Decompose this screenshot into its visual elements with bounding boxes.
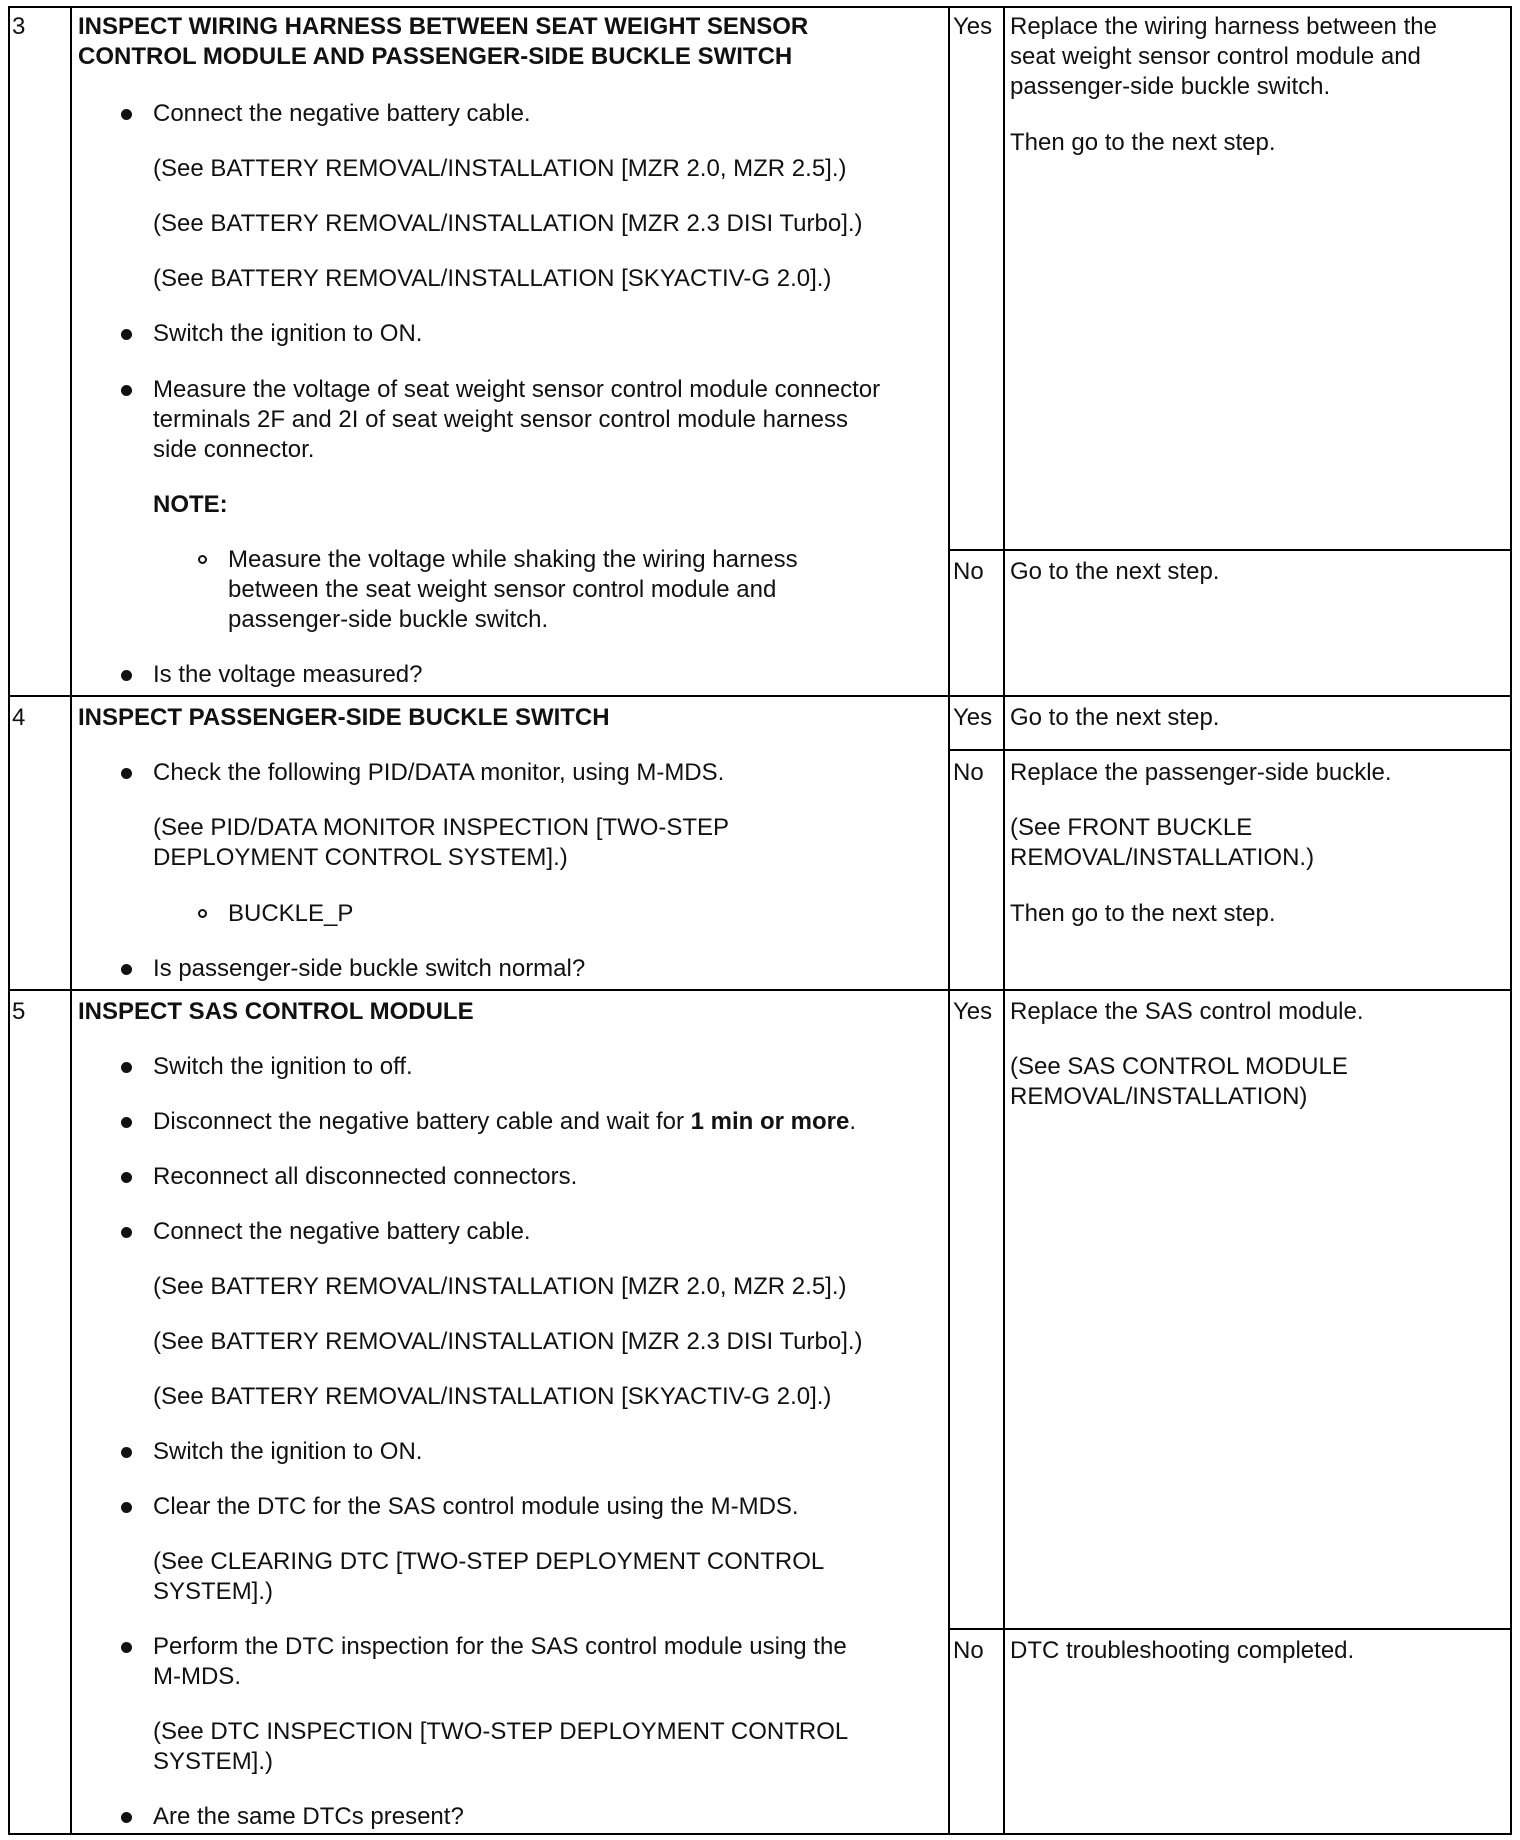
instruction: M-MDS. <box>153 1663 241 1690</box>
bullet-icon <box>121 385 132 396</box>
note-label: NOTE: <box>153 491 228 518</box>
instruction: Connect the negative battery cable. <box>153 1218 531 1245</box>
instruction: Reconnect all disconnected connectors. <box>153 1163 578 1190</box>
question: Is passenger-side buckle switch normal? <box>153 955 586 982</box>
no-label: No <box>953 759 984 786</box>
reference: DEPLOYMENT CONTROL SYSTEM].) <box>153 844 568 871</box>
no-action: Go to the next step. <box>1010 558 1220 585</box>
step-number: 5 <box>12 998 26 1025</box>
note-text: between the seat weight sensor control module and <box>228 576 777 603</box>
bullet-icon <box>121 1227 132 1238</box>
instruction: Clear the DTC for the SAS control module using the M-MDS. <box>153 1493 799 1520</box>
yes-action: Replace the SAS control module. <box>1010 998 1364 1025</box>
pid-name: BUCKLE_P <box>228 900 354 927</box>
reference: (See BATTERY REMOVAL/INSTALLATION [MZR 2.0, MZR 2.5].) <box>153 1273 847 1300</box>
yes-action: REMOVAL/INSTALLATION) <box>1010 1083 1308 1110</box>
yes-no-divider-step-4 <box>948 749 1512 751</box>
no-action: (See FRONT BUCKLE <box>1010 814 1253 841</box>
reference: (See BATTERY REMOVAL/INSTALLATION [SKYACTIV-G 2.0].) <box>153 265 832 292</box>
note-text: Measure the voltage while shaking the wiring harness <box>228 546 798 573</box>
instruction: Switch the ignition to ON. <box>153 1438 423 1465</box>
bullet-icon <box>121 1062 132 1073</box>
bullet-icon <box>121 1502 132 1513</box>
note-text: passenger-side buckle switch. <box>228 606 549 633</box>
bullet-icon <box>121 768 132 779</box>
instruction: Switch the ignition to ON. <box>153 320 423 347</box>
reference: SYSTEM].) <box>153 1748 274 1775</box>
instruction: Check the following PID/DATA monitor, using M-MDS. <box>153 759 725 786</box>
row-divider-step-5 <box>8 989 1512 991</box>
bullet-icon <box>121 1117 132 1128</box>
reference: (See BATTERY REMOVAL/INSTALLATION [MZR 2.0, MZR 2.5].) <box>153 155 847 182</box>
yes-action: seat weight sensor control module and <box>1010 43 1421 70</box>
yes-label: Yes <box>953 704 993 731</box>
column-divider-action <box>1003 6 1005 1835</box>
yes-action: (See SAS CONTROL MODULE <box>1010 1053 1348 1080</box>
yes-no-divider-step-3 <box>948 549 1512 551</box>
yes-no-divider-step-5 <box>948 1628 1512 1630</box>
reference: SYSTEM].) <box>153 1578 274 1605</box>
reference: (See DTC INSPECTION [TWO-STEP DEPLOYMENT CONTROL <box>153 1718 849 1745</box>
instruction-text: . <box>849 1108 857 1135</box>
wait-time: 1 min or more <box>690 1108 850 1135</box>
question: Are the same DTCs present? <box>153 1803 464 1830</box>
bullet-icon <box>121 1447 132 1458</box>
bullet-icon <box>121 1172 132 1183</box>
instruction: side connector. <box>153 436 315 463</box>
reference: (See BATTERY REMOVAL/INSTALLATION [MZR 2.3 DISI Turbo].) <box>153 1328 863 1355</box>
yes-action: Then go to the next step. <box>1010 129 1276 156</box>
yes-label: Yes <box>953 998 993 1025</box>
bullet-icon <box>121 964 132 975</box>
bullet-icon <box>121 1812 132 1823</box>
step-number: 4 <box>12 704 26 731</box>
row-divider-step-4 <box>8 695 1512 697</box>
instruction: Connect the negative battery cable. <box>153 100 531 127</box>
bullet-icon <box>121 329 132 340</box>
no-action: Replace the passenger-side buckle. <box>1010 759 1392 786</box>
instruction: terminals 2F and 2I of seat weight sensor control module harness <box>153 406 849 433</box>
step-title: INSPECT SAS CONTROL MODULE <box>78 998 474 1025</box>
reference: (See CLEARING DTC [TWO-STEP DEPLOYMENT CONTROL <box>153 1548 825 1575</box>
column-divider-step <box>70 6 72 1835</box>
no-label: No <box>953 1637 984 1664</box>
no-label: No <box>953 558 984 585</box>
reference: (See BATTERY REMOVAL/INSTALLATION [SKYACTIV-G 2.0].) <box>153 1383 832 1410</box>
reference: (See PID/DATA MONITOR INSPECTION [TWO-STEP <box>153 814 730 841</box>
bullet-icon <box>121 670 132 681</box>
question: Is the voltage measured? <box>153 661 423 688</box>
column-divider-answer <box>948 6 950 1835</box>
no-action: REMOVAL/INSTALLATION.) <box>1010 844 1315 871</box>
bullet-icon <box>121 1642 132 1653</box>
bullet-icon <box>121 109 132 120</box>
step-title: CONTROL MODULE AND PASSENGER-SIDE BUCKLE SWITCH <box>78 43 793 70</box>
instruction-text: Disconnect the negative battery cable and wait for <box>153 1108 691 1135</box>
yes-action: Go to the next step. <box>1010 704 1220 731</box>
instruction <box>153 1107 856 1137</box>
yes-label: Yes <box>953 13 993 40</box>
instruction: Perform the DTC inspection for the SAS control module using the <box>153 1633 847 1660</box>
reference: (See BATTERY REMOVAL/INSTALLATION [MZR 2.3 DISI Turbo].) <box>153 210 863 237</box>
sub-bullet-icon <box>198 555 207 564</box>
yes-action: passenger-side buckle switch. <box>1010 73 1331 100</box>
step-title: INSPECT PASSENGER-SIDE BUCKLE SWITCH <box>78 704 610 731</box>
step-title: INSPECT WIRING HARNESS BETWEEN SEAT WEIGHT SENSOR <box>78 13 809 40</box>
instruction: Measure the voltage of seat weight sensor control module connector <box>153 376 881 403</box>
instruction: Switch the ignition to off. <box>153 1053 413 1080</box>
sub-bullet-icon <box>198 909 207 918</box>
yes-action: Replace the wiring harness between the <box>1010 13 1437 40</box>
no-action: DTC troubleshooting completed. <box>1010 1637 1355 1664</box>
no-action: Then go to the next step. <box>1010 900 1276 927</box>
step-number: 3 <box>12 13 26 40</box>
